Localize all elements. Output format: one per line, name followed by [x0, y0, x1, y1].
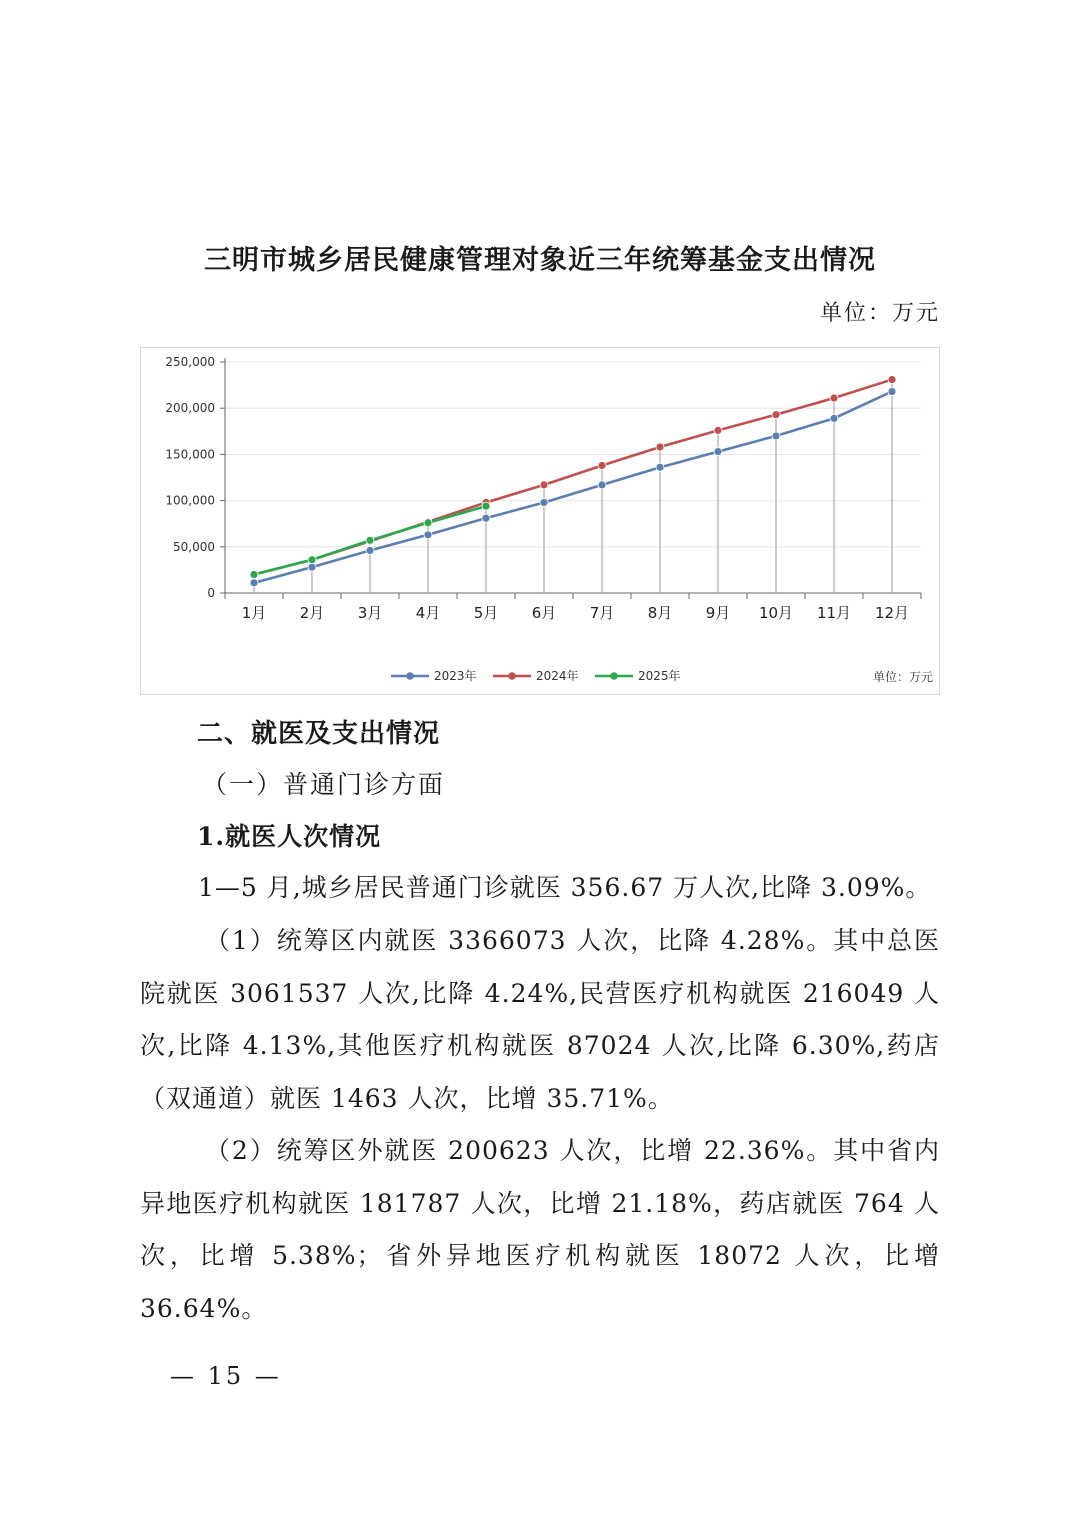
data-point	[714, 448, 722, 456]
y-tick-label: 50,000	[173, 539, 215, 554]
data-point	[656, 443, 664, 451]
x-tick-label: 8月	[647, 604, 673, 622]
line-chart	[140, 347, 940, 695]
data-point	[424, 531, 432, 539]
chart-unit-note: 单位：万元	[872, 670, 933, 684]
x-tick-label: 4月	[415, 604, 441, 622]
chart-svg	[141, 348, 941, 696]
x-tick-label: 6月	[531, 604, 557, 622]
data-point	[308, 563, 316, 571]
data-point	[830, 414, 838, 422]
data-point	[540, 481, 548, 489]
data-point	[482, 514, 490, 522]
legend-marker	[508, 672, 516, 680]
x-tick-label: 11月	[816, 604, 852, 622]
legend-label: 2024年	[536, 669, 579, 683]
data-point	[308, 556, 316, 564]
legend-label: 2025年	[638, 669, 681, 683]
y-tick-label: 150,000	[165, 447, 215, 462]
data-point	[598, 481, 606, 489]
page-title: 三明市城乡居民健康管理对象近三年统筹基金支出情况	[204, 245, 876, 276]
data-point	[250, 571, 258, 579]
data-point	[772, 411, 780, 419]
page-number: — 15 —	[170, 1362, 282, 1390]
paragraph-summary: 1—5 月,城乡居民普通门诊就医 356.67 万人次,比降 3.09%。	[198, 873, 932, 902]
subsection-heading: （一）普通门诊方面	[202, 770, 446, 799]
x-tick-label: 5月	[473, 604, 499, 622]
series-line-2024年	[254, 380, 892, 575]
paragraph-out-region: （2）统筹区外就医 200623 人次，比增 22.36%。其中省内异地医疗机构就医 181787 人次，比增 21.18%，药店就医 764 人次，比增 5.38%；省外异地医疗机构就医 18072 人次，比增 36.64%。	[140, 1136, 940, 1323]
data-point	[482, 502, 490, 510]
data-point	[424, 519, 432, 527]
x-tick-label: 1月	[241, 604, 267, 622]
section-heading: 二、就医及支出情况	[197, 719, 441, 749]
data-point	[714, 426, 722, 434]
y-tick-label: 100,000	[165, 493, 215, 508]
legend-marker	[610, 672, 618, 680]
y-tick-label: 200,000	[165, 401, 215, 416]
unit-label: 单位：万元	[819, 301, 940, 326]
x-tick-label: 10月	[758, 604, 794, 622]
x-tick-label: 9月	[705, 604, 731, 622]
data-point	[830, 394, 838, 402]
data-point	[888, 376, 896, 384]
x-tick-label: 12月	[874, 604, 910, 622]
y-tick-label: 0	[207, 586, 215, 600]
data-point	[598, 461, 606, 469]
x-tick-label: 3月	[357, 604, 383, 622]
data-point	[656, 463, 664, 471]
x-tick-label: 2月	[299, 604, 325, 622]
legend-label: 2023年	[434, 669, 477, 683]
series-line-2023年	[254, 392, 892, 583]
data-point	[772, 432, 780, 440]
data-point	[366, 536, 374, 544]
data-point	[888, 388, 896, 396]
legend-marker	[406, 672, 414, 680]
x-tick-label: 7月	[589, 604, 615, 622]
y-tick-label: 250,000	[165, 355, 215, 369]
data-point	[540, 498, 548, 506]
paragraph-in-region: （1）统筹区内就医 3366073 人次，比降 4.28%。其中总医院就医 3061537 人次,比降 4.24%,民营医疗机构就医 216049 人次,比降 4.13%,其他医疗机构就医 87024 人次,比降 6.30%,药店（双通道）就医 1463 人次，比增 35.71%。	[140, 926, 940, 1113]
data-point	[250, 579, 258, 587]
data-point	[366, 546, 374, 554]
sub-subsection-heading: 1.就医人次情况	[197, 822, 382, 851]
